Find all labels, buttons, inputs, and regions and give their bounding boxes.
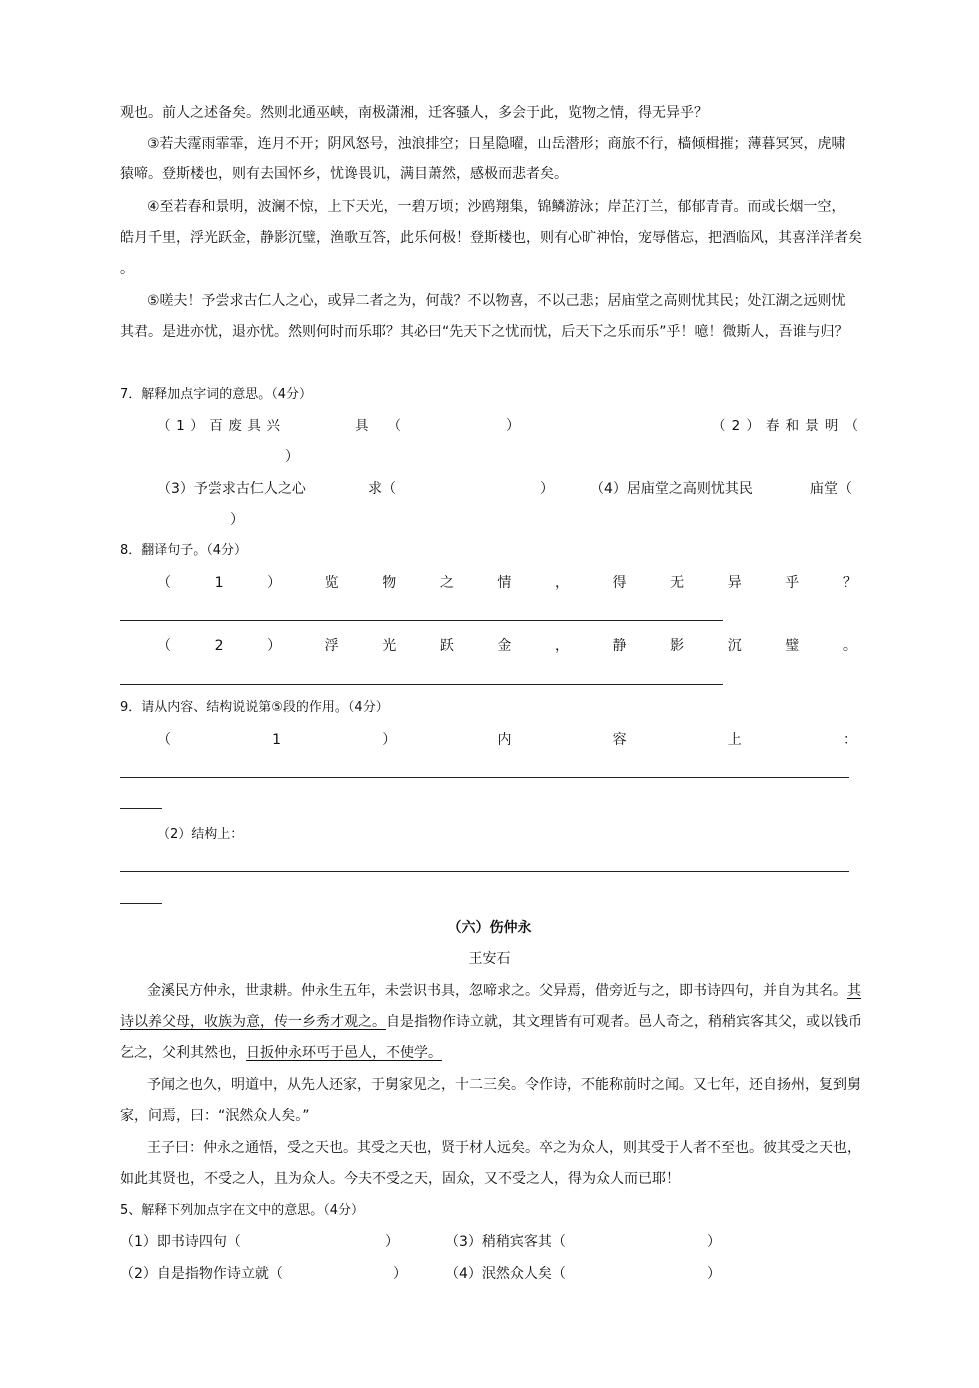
q8-answer-line-1[interactable] — [120, 620, 723, 621]
q9-title: 9．请从内容、结构说说第⑤段的作用。（4分） — [120, 700, 389, 715]
p2-line-1: 予闻之也久，明道中，从先人还家，于舅家见之，十二三矣。令作诗，不能称前时之闻。又七年，还自扬州，复到舅 — [147, 1077, 861, 1093]
q5-item-4-close: ） — [707, 1266, 721, 1282]
q7-title: 7．解释加点字词的意思。（4分） — [120, 387, 313, 402]
p1-line-2: 诗以养父母，收族为意，传一乡秀才观之。自是指物作诗立就，其文理皆有可观者。邑人奇之，稍稍宾客其父，或以钱币 — [120, 1014, 862, 1030]
q9-answer-line-1-end[interactable] — [120, 808, 162, 809]
p3-line-2: 如此其贤也，不受之人，且为众人。今夫不受之天，固众，又不受之人，得为众人而已耶！ — [120, 1171, 680, 1187]
q5-item-2: （2）自是指物作诗立就（ — [120, 1266, 283, 1282]
q9-structure-label: （2）结构上： — [157, 827, 244, 842]
passage-title: （六）伤仲永 — [447, 920, 532, 936]
p1-line-3: 乞之，父利其然也，日扳仲永环丐于邑人，不使学。 — [120, 1045, 442, 1061]
q7-item-2-word: （ 2 ） 春 和 景 明 （ — [712, 418, 858, 434]
paragraph-5-line-1: ⑤嗟夫！予尝求古仁人之心，或异二者之为，何哉？不以物喜，不以己悲；居庙堂之高则忧其民；处江湖之远则忧 — [147, 293, 846, 309]
paragraph-3-line-2: 猿啼。登斯楼也，则有去国怀乡，忧谗畏讥，满目萧然，感极而悲者矣。 — [120, 166, 568, 182]
paragraph-4-line-3: 。 — [120, 261, 134, 277]
passage-author: 王安石 — [468, 951, 511, 967]
q7-item-4-word: （4）居庙堂之高则忧其民 — [590, 481, 753, 497]
q8-sentence-1: （ 1 ） 览 物 之 情 ， 得 无 异 乎 ？ — [157, 575, 857, 591]
q5-item-4: （4）泯然众人矣（ — [445, 1266, 566, 1282]
q8-answer-line-2[interactable] — [120, 684, 723, 685]
q8-sentence-2: （ 2 ） 浮 光 跃 金 ， 静 影 沉 璧 。 — [157, 638, 857, 654]
p2-line-2: 家，问焉，曰：“泯然众人矣。” — [120, 1108, 310, 1124]
q7-item-1-target: 具 （ — [355, 418, 401, 434]
q9-answer-line-2[interactable] — [120, 871, 849, 872]
q7-item-4-close: ） — [230, 512, 244, 528]
q8-title: 8．翻译句子。（4分） — [120, 543, 248, 558]
p1-line-1: 金溪民方仲永，世隶耕。仲永生五年，未尝识书具，忽啼求之。父异焉，借旁近与之，即书诗四句，并自为其名。其 — [147, 983, 861, 999]
paragraph-3-line-1: ③若夫霪雨霏霏，连月不开；阴风怒号，浊浪排空；日星隐曜，山岳潜形；商旅不行，樯倾楫摧；薄暮冥冥，虎啸 — [147, 136, 846, 152]
q9-answer-line-1[interactable] — [120, 777, 849, 778]
p3-line-1: 王子曰：仲永之通悟，受之天也。其受之天也，贤于材人远矣。卒之为众人，则其受于人者不至也。彼其受之天也， — [147, 1140, 861, 1156]
q7-item-1-word: （ 1 ） 百 废 具 兴 — [157, 418, 280, 434]
paragraph-5-line-2: 其君。是进亦忧，退亦忧。然则何时而乐耶？其必曰“先天下之忧而忧，后天下之乐而乐”乎！噫！微斯人，吾谁与归？ — [120, 324, 849, 340]
q7-item-3-word: （3）予尝求古仁人之心 — [157, 481, 306, 497]
q9-answer-line-2-end[interactable] — [120, 903, 162, 904]
paragraph-2-end: 观也。前人之述备矣。然则北通巫峡，南极潇湘，迁客骚人，多会于此，览物之情，得无异乎？ — [120, 105, 708, 121]
paragraph-4-line-1: ④至若春和景明，波澜不惊，上下天光，一碧万顷；沙鸥翔集，锦鳞游泳；岸芷汀兰，郁郁青青。而或长烟一空， — [147, 199, 846, 215]
paragraph-4-line-2: 皓月千里，浮光跃金，静影沉璧，渔歌互答，此乐何极！登斯楼也，则有心旷神怡，宠辱偕忘，把酒临风，其喜洋洋者矣 — [120, 230, 862, 246]
q7-item-3-close: ） — [540, 481, 554, 497]
q5-item-3-close: ） — [707, 1234, 721, 1250]
q5-item-1: （1）即书诗四句（ — [120, 1234, 241, 1250]
q5-item-1-close: ） — [385, 1234, 399, 1250]
q5-title: 5、解释下列加点字在文中的意思。（4分） — [120, 1203, 365, 1218]
q5-item-3: （3）稍稍宾客其（ — [445, 1234, 566, 1250]
q7-item-1-close: ） — [506, 418, 520, 434]
q7-item-4-target: 庙堂（ — [810, 481, 852, 497]
q5-item-2-close: ） — [393, 1266, 407, 1282]
q7-item-3-target: 求（ — [368, 481, 396, 497]
q9-content-label: （ 1 ） 内 容 上 ： — [157, 732, 857, 748]
q7-item-2-close: ） — [285, 449, 299, 465]
